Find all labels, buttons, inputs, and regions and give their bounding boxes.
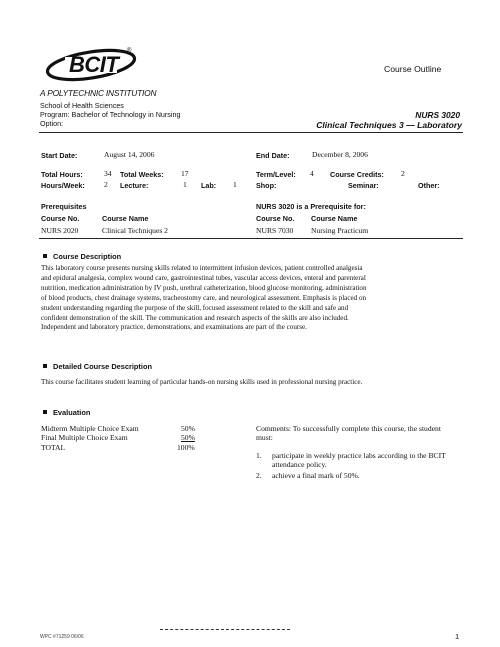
- start-date-value: August 14, 2006: [104, 150, 155, 159]
- eval-total-label: TOTAL: [41, 443, 66, 452]
- course-description-heading: Course Description: [43, 252, 121, 261]
- lecture-value: 1: [183, 180, 187, 189]
- course-description-line: Independent and laboratory practice, demonstrations, and examinations are part of the course.: [41, 323, 307, 332]
- requirement-text: participate in weekly practice labs according to the BCIT: [272, 451, 446, 460]
- prereq-for-course-no: NURS 7030: [256, 226, 294, 235]
- detailed-description-heading: Detailed Course Description: [43, 362, 152, 371]
- bullet-square-icon: [43, 410, 47, 414]
- term-level-label: Term/Level:: [256, 170, 296, 179]
- lab-label: Lab:: [201, 181, 217, 190]
- eval-weight: 50%: [181, 433, 195, 442]
- comments-text: Comments: To successfully complete this course, the student: [256, 424, 441, 433]
- total-weeks-label: Total Weeks:: [120, 170, 164, 179]
- eval-total-value: 100%: [177, 443, 195, 452]
- prereq-for-course-name-label: Course Name: [311, 214, 358, 223]
- prereq-for-course-name: Nursing Practicum: [311, 226, 369, 235]
- course-description-line: confident demonstration of the skill. The communication and research aspects of the skills are also included.: [41, 313, 349, 322]
- prerequisites-heading: Prerequisites: [41, 202, 87, 211]
- lecture-label: Lecture:: [120, 181, 149, 190]
- prereq-course-name-label: Course Name: [102, 214, 149, 223]
- lab-value: 1: [233, 180, 237, 189]
- course-description-line: of blood products, chest drainage systems, tracheostomy care, and neurological assessment. Emphasis is placed on: [41, 293, 367, 302]
- course-description-text: [41, 264, 471, 333]
- course-description-line: This laboratory course presents nursing skills related to intermittent infusion devices, patient controlled analgesia: [41, 264, 363, 272]
- header-divider: [39, 132, 463, 133]
- start-date-label: Start Date:: [41, 151, 78, 160]
- tagline: A POLYTECHNIC INSTITUTION: [40, 88, 157, 98]
- requirement-number: 1.: [256, 451, 262, 460]
- term-level-value: 4: [310, 169, 314, 178]
- course-description-line: student understanding regarding the purpose of the skill, focused assessment related to the skill and safe and: [41, 303, 349, 312]
- course-description-line: and epidural analgesia, complex wound care, gastrointestinal tubes, vascular access devices, enteral and parenteral: [41, 273, 366, 282]
- end-date-label: End Date:: [256, 151, 290, 160]
- other-label: Other:: [418, 181, 440, 190]
- footer-rule: [160, 629, 290, 630]
- total-hours-label: Total Hours:: [41, 170, 83, 179]
- seminar-label: Seminar:: [348, 181, 379, 190]
- requirement-number: 2.: [256, 471, 262, 480]
- detailed-description-text: This course facilitates student learning of particular hands-on nursing skills used in professional nursing practice.: [41, 378, 363, 386]
- option-label: Option:: [40, 119, 64, 128]
- requirement-text: achieve a final mark of 50%.: [272, 471, 360, 480]
- eval-item: Midterm Multiple Choice Exam: [41, 424, 139, 433]
- prereq-course-no: NURS 2020: [41, 226, 79, 235]
- end-date-value: December 8, 2006: [312, 150, 368, 159]
- course-description-line: nutrition, medication administration by IV push, urethral catheterization, blood glucose monitoring, administration: [41, 283, 367, 292]
- document-type: Course Outline: [384, 64, 442, 74]
- comments-text-cont: must:: [256, 433, 273, 442]
- requirement-text-cont: attendance policy.: [272, 460, 327, 469]
- hours-week-label: Hours/Week:: [41, 181, 85, 190]
- prereq-for-course-no-label: Course No.: [256, 214, 295, 223]
- hours-week-value: 2: [104, 180, 108, 189]
- registered-mark: ®: [127, 48, 132, 54]
- prereq-course-name: Clinical Techniques 2: [102, 226, 168, 235]
- eval-weight: 50%: [181, 424, 195, 433]
- evaluation-heading: Evaluation: [43, 408, 90, 417]
- bcit-logo: [43, 46, 139, 84]
- shop-label: Shop:: [256, 181, 277, 190]
- bullet-square-icon: [43, 364, 47, 368]
- eval-item: Final Multiple Choice Exam: [41, 433, 128, 442]
- course-code: NURS 3020: [415, 110, 460, 120]
- total-hours-value: 34: [104, 169, 112, 178]
- school-name: School of Health Sciences: [40, 101, 124, 110]
- prereq-for-heading: NURS 3020 is a Prerequisite for:: [256, 202, 366, 211]
- prereq-divider: [39, 238, 463, 239]
- bullet-square-icon: [43, 254, 47, 258]
- footer-left: WPC #71259 06/06: [40, 634, 84, 640]
- program-name: Program: Bachelor of Technology in Nursing: [40, 110, 181, 119]
- course-credits-label: Course Credits:: [330, 170, 384, 179]
- course-title: Clinical Techniques 3 — Laboratory: [316, 120, 462, 130]
- bcit-logo-text: BCIT: [69, 52, 119, 77]
- course-credits-value: 2: [401, 169, 405, 178]
- total-weeks-value: 17: [181, 169, 189, 178]
- page-number: 1: [455, 632, 460, 641]
- prereq-course-no-label: Course No.: [41, 214, 80, 223]
